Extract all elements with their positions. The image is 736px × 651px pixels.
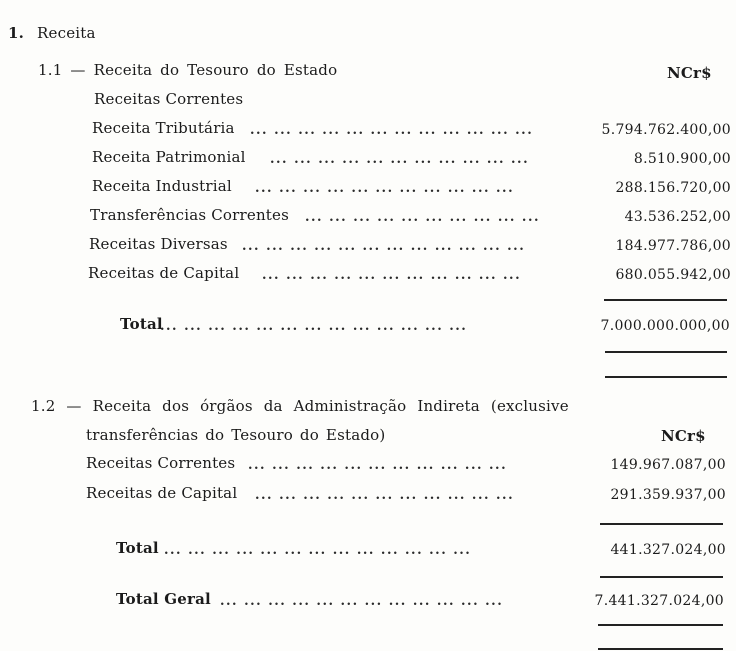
row-label: Receitas de Capital — [86, 484, 238, 502]
leader-dots: ... ... ... ... ... ... ... ... ... ... ... — [248, 458, 508, 473]
leader-dots: ... ... ... ... ... ... ... ... ... ... ... ... — [242, 239, 526, 254]
leader-dots: ... ... ... ... ... ... ... ... ... ... ... ... — [250, 123, 534, 138]
row-value: 291.359.937,00 — [610, 487, 726, 503]
row-value: 149.967.087,00 — [610, 457, 726, 473]
section-heading — [8, 26, 96, 41]
double-rule-top — [598, 624, 723, 626]
double-rule-bottom — [598, 648, 723, 650]
row-label: Receitas Diversas — [89, 235, 228, 253]
currency-label-2: NCr$ — [661, 427, 706, 445]
currency-label-1: NCr$ — [667, 64, 712, 82]
row-label: Transferências Correntes — [90, 206, 290, 224]
receitas-correntes-subheading: Receitas Correntes — [94, 90, 244, 108]
leader-dots: ... ... ... ... ... ... ... ... ... ... ... ... ... — [164, 543, 472, 558]
double-rule-bottom — [605, 376, 727, 378]
sum-rule — [604, 299, 727, 301]
total-value: 7.000.000.000,00 — [600, 318, 730, 334]
row-value: 184.977.786,00 — [615, 238, 731, 254]
leader-dots: ... ... ... ... ... ... ... ... ... ... ... — [270, 152, 530, 167]
row-label: Receita Industrial — [92, 177, 232, 195]
grand-total-label: Total Geral — [116, 590, 211, 608]
row-value: 43.536.252,00 — [624, 209, 731, 225]
row-value: 680.055.942,00 — [615, 267, 731, 283]
total-label: Total — [120, 315, 163, 333]
subsection-1-2-heading-line1: 1.2 — Receita dos órgãos da Administração Indireta (exclusive — [31, 397, 569, 415]
total-value: 441.327.024,00 — [610, 542, 726, 558]
row-label: Receita Patrimonial — [92, 148, 246, 166]
leader-dots: ... ... ... ... ... ... ... ... ... ... ... ... ... — [160, 319, 468, 334]
row-label: Receitas Correntes — [86, 454, 236, 472]
leader-dots: ... ... ... ... ... ... ... ... ... ... — [305, 210, 541, 225]
leader-dots: ... ... ... ... ... ... ... ... ... ... ... — [262, 268, 522, 283]
leader-dots: ... ... ... ... ... ... ... ... ... ... ... — [255, 181, 515, 196]
subsection-1-2-heading-line2: transferências do Tesouro do Estado) — [86, 426, 386, 444]
row-label: Receita Tributária — [92, 119, 235, 137]
row-label: Receitas de Capital — [88, 264, 240, 282]
leader-dots: ... ... ... ... ... ... ... ... ... ... ... — [255, 488, 515, 503]
section-title: Receita — [37, 24, 96, 42]
sum-rule — [600, 576, 723, 578]
grand-total-value: 7.441.327.024,00 — [594, 593, 724, 609]
section-number: 1. — [8, 24, 25, 42]
row-value: 5.794.762.400,00 — [601, 122, 731, 138]
double-rule-top — [605, 351, 727, 353]
sum-rule — [600, 523, 723, 525]
leader-dots: ... ... ... ... ... ... ... ... ... ... ... ... — [220, 594, 504, 609]
row-value: 8.510.900,00 — [633, 151, 731, 167]
total-label: Total — [116, 539, 159, 557]
subsection-1-1-heading: 1.1 — Receita do Tesouro do Estado — [38, 61, 338, 79]
row-value: 288.156.720,00 — [615, 180, 731, 196]
